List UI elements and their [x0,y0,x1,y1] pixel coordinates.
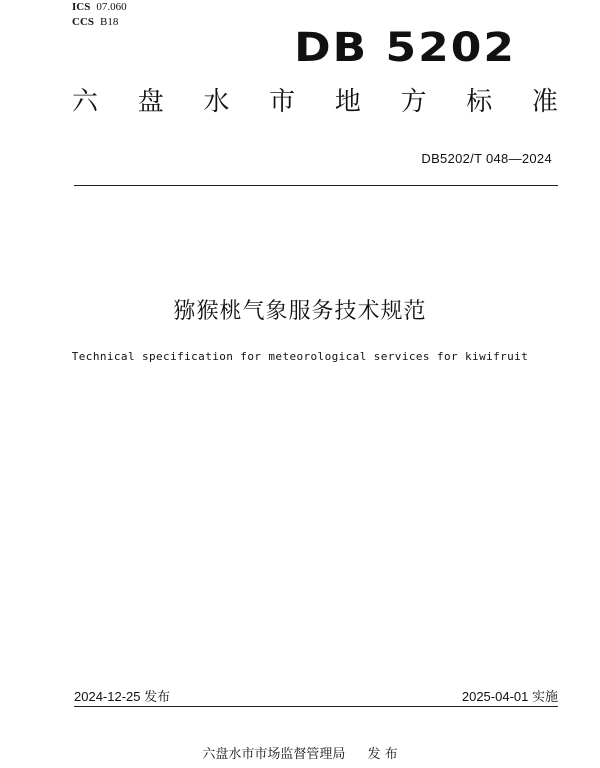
publisher-line [0,743,600,762]
ccs-classification [72,16,118,29]
ccs-value: B18 [100,16,119,28]
issue-date-line [74,686,170,705]
publisher-label: 发 布 [367,747,398,762]
standard-type-char: 市 [269,87,296,117]
issue-date: 2024-12-25 [74,689,141,704]
ics-label: ICS [72,1,91,13]
publisher-name: 六盘水市市场监督管理局 [202,747,346,762]
db-logo: DB 5202 [294,24,516,72]
implementation-date: 2025-04-01 [461,689,529,704]
document-title-en: Technical specification for meteorological services for kiwifruit [71,350,529,363]
issue-label: 发布 [144,689,171,704]
implementation-label: 实施 [531,689,558,704]
ics-value: 07.060 [96,1,127,13]
standard-type-char: 标 [466,87,493,117]
standard-code: DB5202/T 048—2024 [421,151,552,166]
ccs-label: CCS [72,16,95,28]
bottom-divider [74,706,558,707]
standard-type-char: 水 [203,87,230,117]
document-title-cn: 猕猴桃气象服务技术规范 [173,299,427,324]
standard-type [72,86,558,118]
standard-type-char: 方 [400,87,427,117]
standard-type-char: 准 [531,87,558,117]
standard-type-char: 地 [334,87,361,117]
standard-type-char: 六 [72,87,99,117]
standard-type-char: 盘 [137,87,164,117]
implementation-date-line [462,686,558,705]
ics-classification [72,1,127,14]
top-divider [74,185,558,186]
